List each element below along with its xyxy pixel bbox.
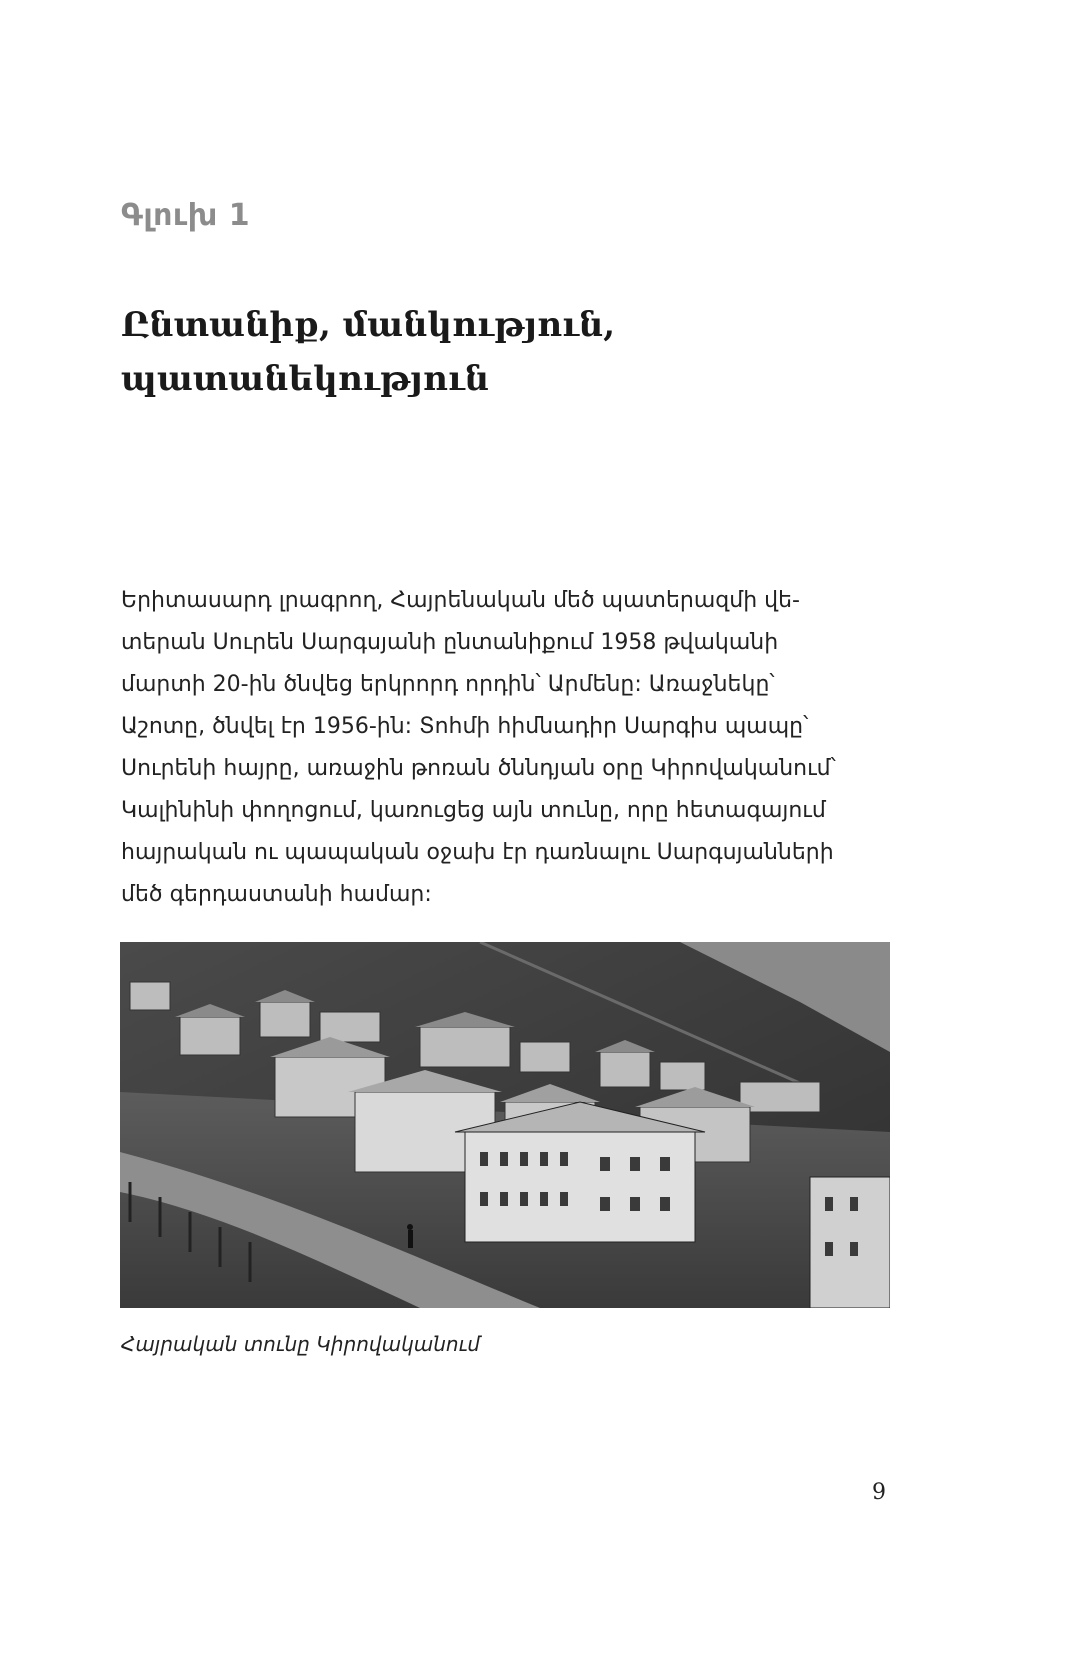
- chapter-title-line: պատանեկություն: [121, 359, 490, 399]
- chapter-title-line: Ընտանիք, մանկություն,: [121, 305, 616, 345]
- chapter-title: [121, 298, 921, 406]
- chapter-label: Գլուխ 1: [121, 198, 251, 233]
- body-paragraph: [121, 580, 901, 916]
- photo-caption: Հայրական տունը Կիրովականում: [121, 1332, 480, 1356]
- body-line: Աշոտը, ծնվել էր 1956-ին: Տոհմի հիմնադիր Սարգիս պապը՝: [121, 714, 809, 739]
- body-line: տերան Սուրեն Սարգսյանի ընտանիքում 1958 թվականի: [121, 630, 779, 655]
- body-line: Կալինինի փողոցում, կառուցեց այն տունը, որը հետագայում: [121, 798, 826, 823]
- page-number: 9: [872, 1480, 886, 1505]
- historic-town-photo: [120, 942, 890, 1308]
- body-line: մարտի 20-ին ծնվեց երկրորդ որդին՝ Արմենը: Առաջնեկը՝: [121, 672, 775, 697]
- body-line: մեծ գերդաստանի համար:: [121, 882, 432, 907]
- body-line: Սուրենի հայրը, առաջին թոռան ծննդյան օրը Կիրովականում՝: [121, 756, 836, 781]
- body-line: Երիտասարդ լրագրող, Հայրենական մեծ պատերազմի վե-: [121, 588, 800, 613]
- body-line: հայրական ու պապական օջախ էր դառնալու Սարգսյանների: [121, 840, 834, 865]
